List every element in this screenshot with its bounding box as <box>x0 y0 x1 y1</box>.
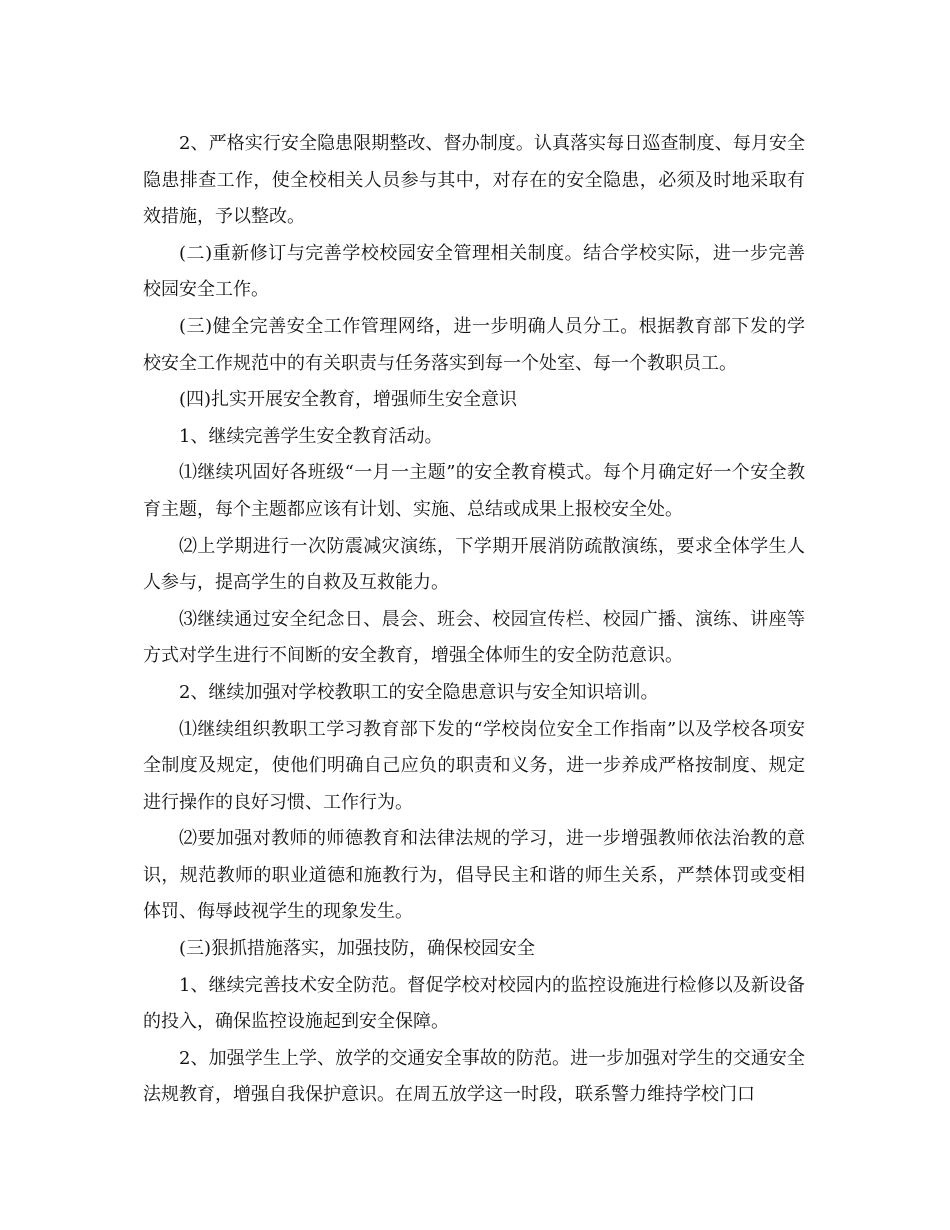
paragraph-revise-rules: (二)重新修订与完善学校校园安全管理相关制度。结合学校实际，进一步完善校园安全工作。 <box>143 242 805 301</box>
document-body <box>143 126 805 1114</box>
paragraph-staff-guidelines: ⑴继续组织教职工学习教育部下发的“学校岗位安全工作指南”以及学校各项安全制度及规定，使他们明确自己应负的职责和义务，进一步养成严格按制度、规定进行操作的良好习惯、工作行为。 <box>143 718 805 813</box>
paragraph-traffic-safety: 2、加强学生上学、放学的交通安全事故的防范。进一步加强对学生的交通安全法规教育，增强自我保护意识。在周五放学这一时段，联系警力维持学校门口 <box>143 1047 805 1106</box>
paragraph-management-network: (三)健全完善安全工作管理网络，进一步明确人员分工。根据教育部下发的学校安全工作规范中的有关职责与任务落实到每一个处室、每一个教职员工。 <box>143 315 805 374</box>
paragraph-drills: ⑵上学期进行一次防震减灾演练，下学期开展消防疏散演练，要求全体学生人人参与，提高学生的自救及互救能力。 <box>143 535 805 594</box>
paragraph-student-education: 1、继续完善学生安全教育活动。 <box>179 425 443 447</box>
paragraph-rectification-system: 2、严格实行安全隐患限期整改、督办制度。认真落实每日巡查制度、每月安全隐患排查工作，使全校相关人员参与其中，对存在的安全隐患，必须及时地采取有效措施，予以整改。 <box>143 133 805 228</box>
paragraph-staff-training: 2、继续加强对学校教职工的安全隐患意识与安全知识培训。 <box>179 681 659 703</box>
paragraph-monitoring: 1、继续完善技术安全防范。督促学校对校园内的监控设施进行检修以及新设备的投入，确保监控设施起到安全保障。 <box>143 974 805 1033</box>
paragraph-continuous-education: ⑶继续通过安全纪念日、晨会、班会、校园宣传栏、校园广播、演练、讲座等方式对学生进行不间断的安全教育，增强全体师生的安全防范意识。 <box>143 608 805 667</box>
paragraph-teacher-ethics: ⑵要加强对教师的师德教育和法律法规的学习，进一步增强教师依法治教的意识，规范教师的职业道德和施教行为，倡导民主和谐的师生关系，严禁体罚或变相体罚、侮辱歧视学生的现象发生。 <box>143 828 805 923</box>
paragraph-monthly-theme: ⑴继续巩固好各班级“一月一主题”的安全教育模式。每个月确定好一个安全教育主题，每个主题都应该有计划、实施、总结或成果上报校安全处。 <box>143 462 805 520</box>
section-heading-technical-defense: (三)狠抓措施落实，加强技防，确保校园安全 <box>179 938 536 960</box>
section-heading-safety-education: (四)扎实开展安全教育，增强师生安全意识 <box>179 389 518 411</box>
